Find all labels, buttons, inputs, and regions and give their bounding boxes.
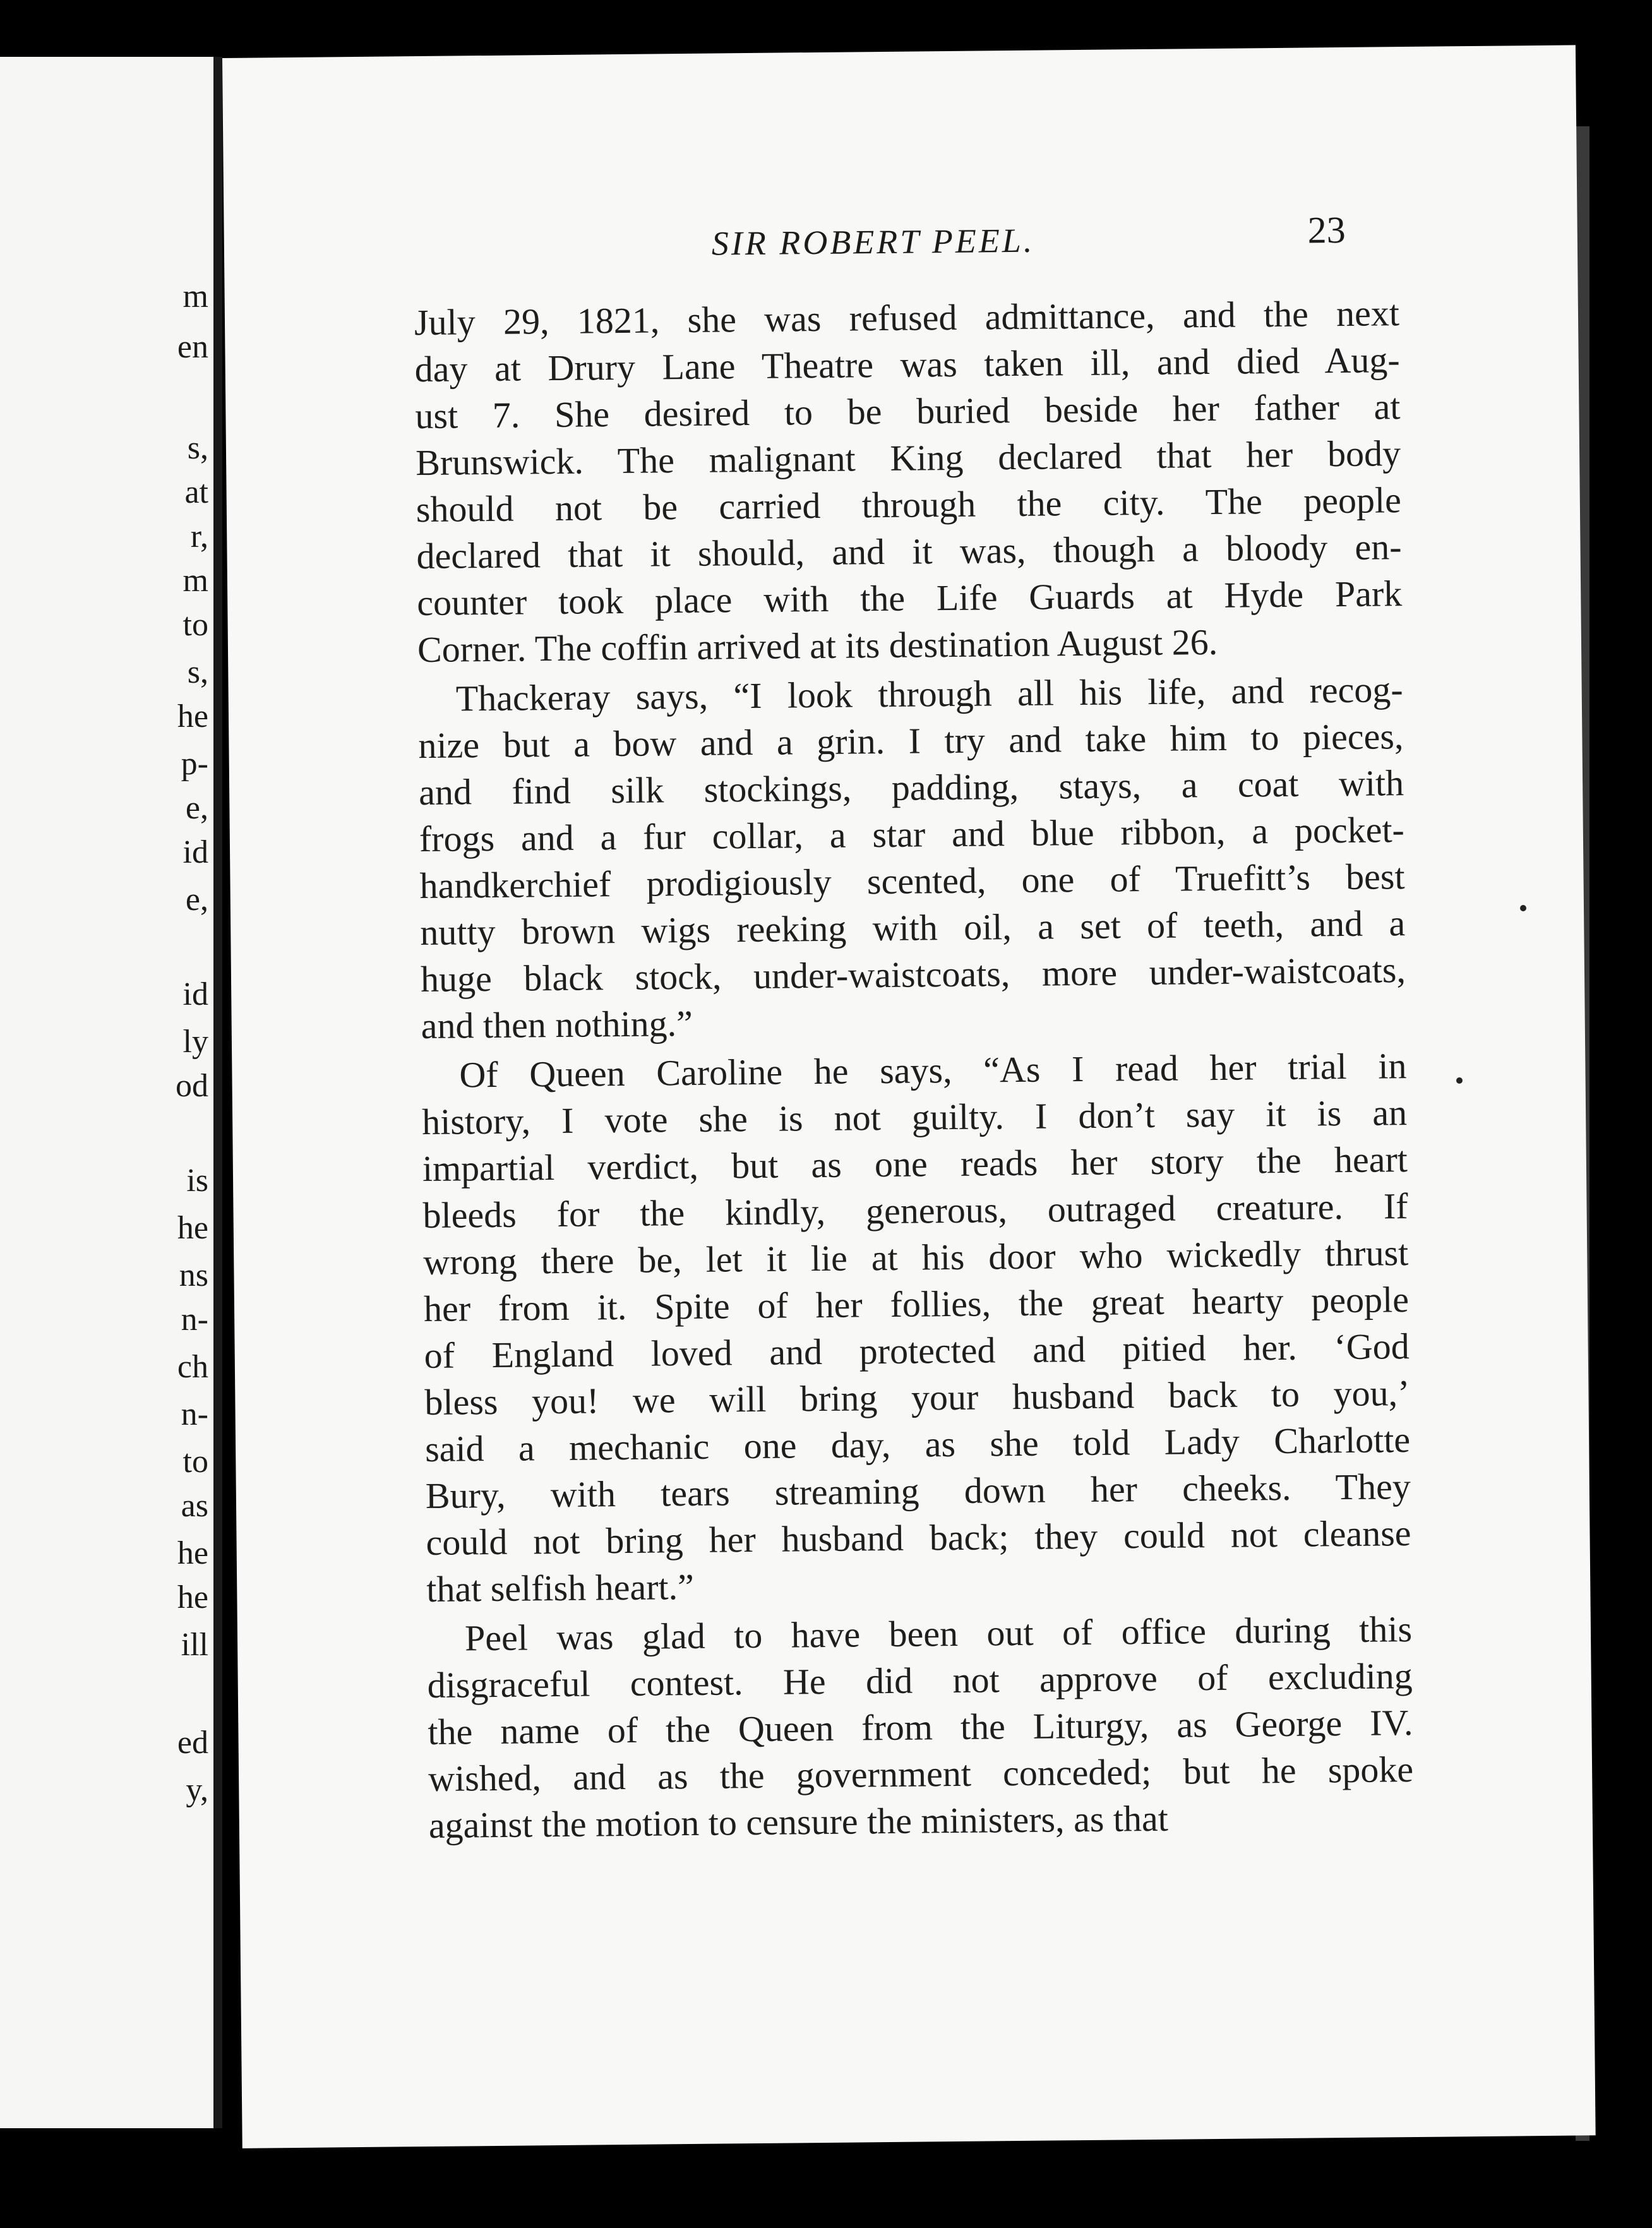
left-page-fragment: is	[186, 1163, 208, 1199]
left-page-fragment: m	[183, 563, 208, 599]
left-page-fragment: to	[183, 607, 208, 643]
book-gutter	[213, 57, 222, 2128]
text-line: and then nothing.”	[421, 1002, 693, 1047]
left-page-fragment: e,	[185, 790, 208, 826]
left-page-fragment: p-	[181, 746, 208, 782]
text-line: Peel was glad to have been out of office during this	[464, 1608, 1413, 1659]
text-line: handkerchief prodigiously scented, one of Truefitt’s best	[419, 856, 1405, 907]
text-line: wrong there be, let it lie at his door who wickedly thrust	[423, 1232, 1409, 1283]
left-page-fragment: he	[177, 1579, 208, 1615]
text-line: wished, and as the government conceded; but he spoke	[428, 1749, 1414, 1799]
left-page-fragment: ill	[181, 1627, 208, 1663]
text-line: counter took place with the Life Guards at Hyde Park	[416, 573, 1403, 624]
left-page-fragment: n-	[181, 1302, 208, 1338]
text-line: nutty brown wigs reeking with oil, a set of teeth, and a	[419, 902, 1406, 954]
left-page-fragment: m	[183, 278, 208, 314]
left-page-fragment: s,	[187, 654, 208, 690]
left-page-fragment: at	[184, 474, 208, 510]
left-page-fragment: r,	[190, 518, 208, 554]
left-page-fragment: to	[183, 1444, 208, 1480]
text-line: nize but a bow and a grin. I try and take him to pieces,	[418, 716, 1404, 767]
text-line: against the motion to censure the ministers, as that	[428, 1797, 1169, 1846]
text-line: said a mechanic one day, as she told Lady Charlotte	[424, 1419, 1411, 1470]
left-page-fragment: id	[183, 834, 208, 870]
text-line: day at Drury Lane Theatre was taken ill, and died Aug-	[414, 339, 1400, 390]
left-page-fragment: y,	[186, 1772, 208, 1808]
text-line: huge black stock, under-waistcoats, more under-waistcoats,	[420, 949, 1406, 1000]
page-number: 23	[1307, 208, 1346, 251]
text-line: Thackeray says, “I look through all his life, and recog-	[455, 669, 1403, 719]
text-line: Corner. The coffin arrived at its destination August 26.	[417, 621, 1218, 671]
text-line: her from it. Spite of her follies, the great hearty people	[423, 1279, 1410, 1330]
body-text	[414, 290, 1414, 1849]
left-page-fragment: he	[177, 698, 208, 734]
text-line: July 29, 1821, she was refused admittance, and the next	[414, 292, 1400, 344]
text-line: of England loved and protected and pitied her. ‘God	[424, 1326, 1410, 1377]
left-page-fragment: s,	[187, 430, 208, 466]
left-page-fragment: ns	[179, 1257, 208, 1293]
left-page-fragment: as	[181, 1488, 208, 1524]
text-line: declared that it should, and it was, though a bloody en-	[416, 526, 1402, 577]
left-page-fragment: he	[177, 1210, 208, 1246]
left-page-fragment: he	[177, 1535, 208, 1571]
print-speck	[1520, 905, 1526, 911]
left-page-fragment: en	[177, 329, 208, 365]
text-line: Brunswick. The malignant King declared that her body	[415, 433, 1401, 484]
left-page-fragment: ed	[177, 1725, 208, 1761]
right-page	[222, 45, 1596, 2148]
left-page-fragment: n-	[181, 1396, 208, 1432]
text-line: frogs and a fur collar, a star and blue ribbon, a pocket-	[419, 809, 1405, 860]
left-page-fragment: e,	[185, 882, 208, 918]
print-speck	[1456, 1077, 1463, 1084]
text-line: could not bring her husband back; they could not cleanse	[426, 1512, 1411, 1564]
text-line: Of Queen Caroline he says, “As I read her trial in	[459, 1045, 1407, 1096]
left-page-fragment: id	[183, 976, 208, 1012]
text-line: disgraceful contest. He did not approve of excluding	[427, 1655, 1413, 1706]
left-page-fragment: ch	[177, 1349, 208, 1385]
text-line: should not be carried through the city. The people	[416, 479, 1402, 530]
text-line: Bury, with tears streaming down her cheeks. They	[425, 1466, 1411, 1517]
text-line: bless you! we will bring your husband back to you,’	[424, 1372, 1410, 1423]
text-line: bleeds for the kindly, generous, outraged creature. If	[422, 1185, 1408, 1237]
text-line: history, I vote she is not guilty. I don’t say it is an	[421, 1092, 1408, 1143]
text-line: impartial verdict, but as one reads her story the heart	[422, 1139, 1408, 1190]
text-line: that selfish heart.”	[426, 1566, 695, 1610]
text-line: the name of the Queen from the Liturgy, as George IV.	[428, 1702, 1413, 1752]
left-page-fragment: od	[176, 1068, 208, 1104]
left-page-fragment: ly	[183, 1024, 208, 1060]
text-line: and find silk stockings, padding, stays, a coat with	[418, 762, 1404, 813]
left-page	[0, 57, 213, 2128]
running-head: SIR ROBERT PEEL.	[711, 221, 1035, 263]
text-line: ust 7. She desired to be buried beside her father at	[415, 386, 1401, 437]
